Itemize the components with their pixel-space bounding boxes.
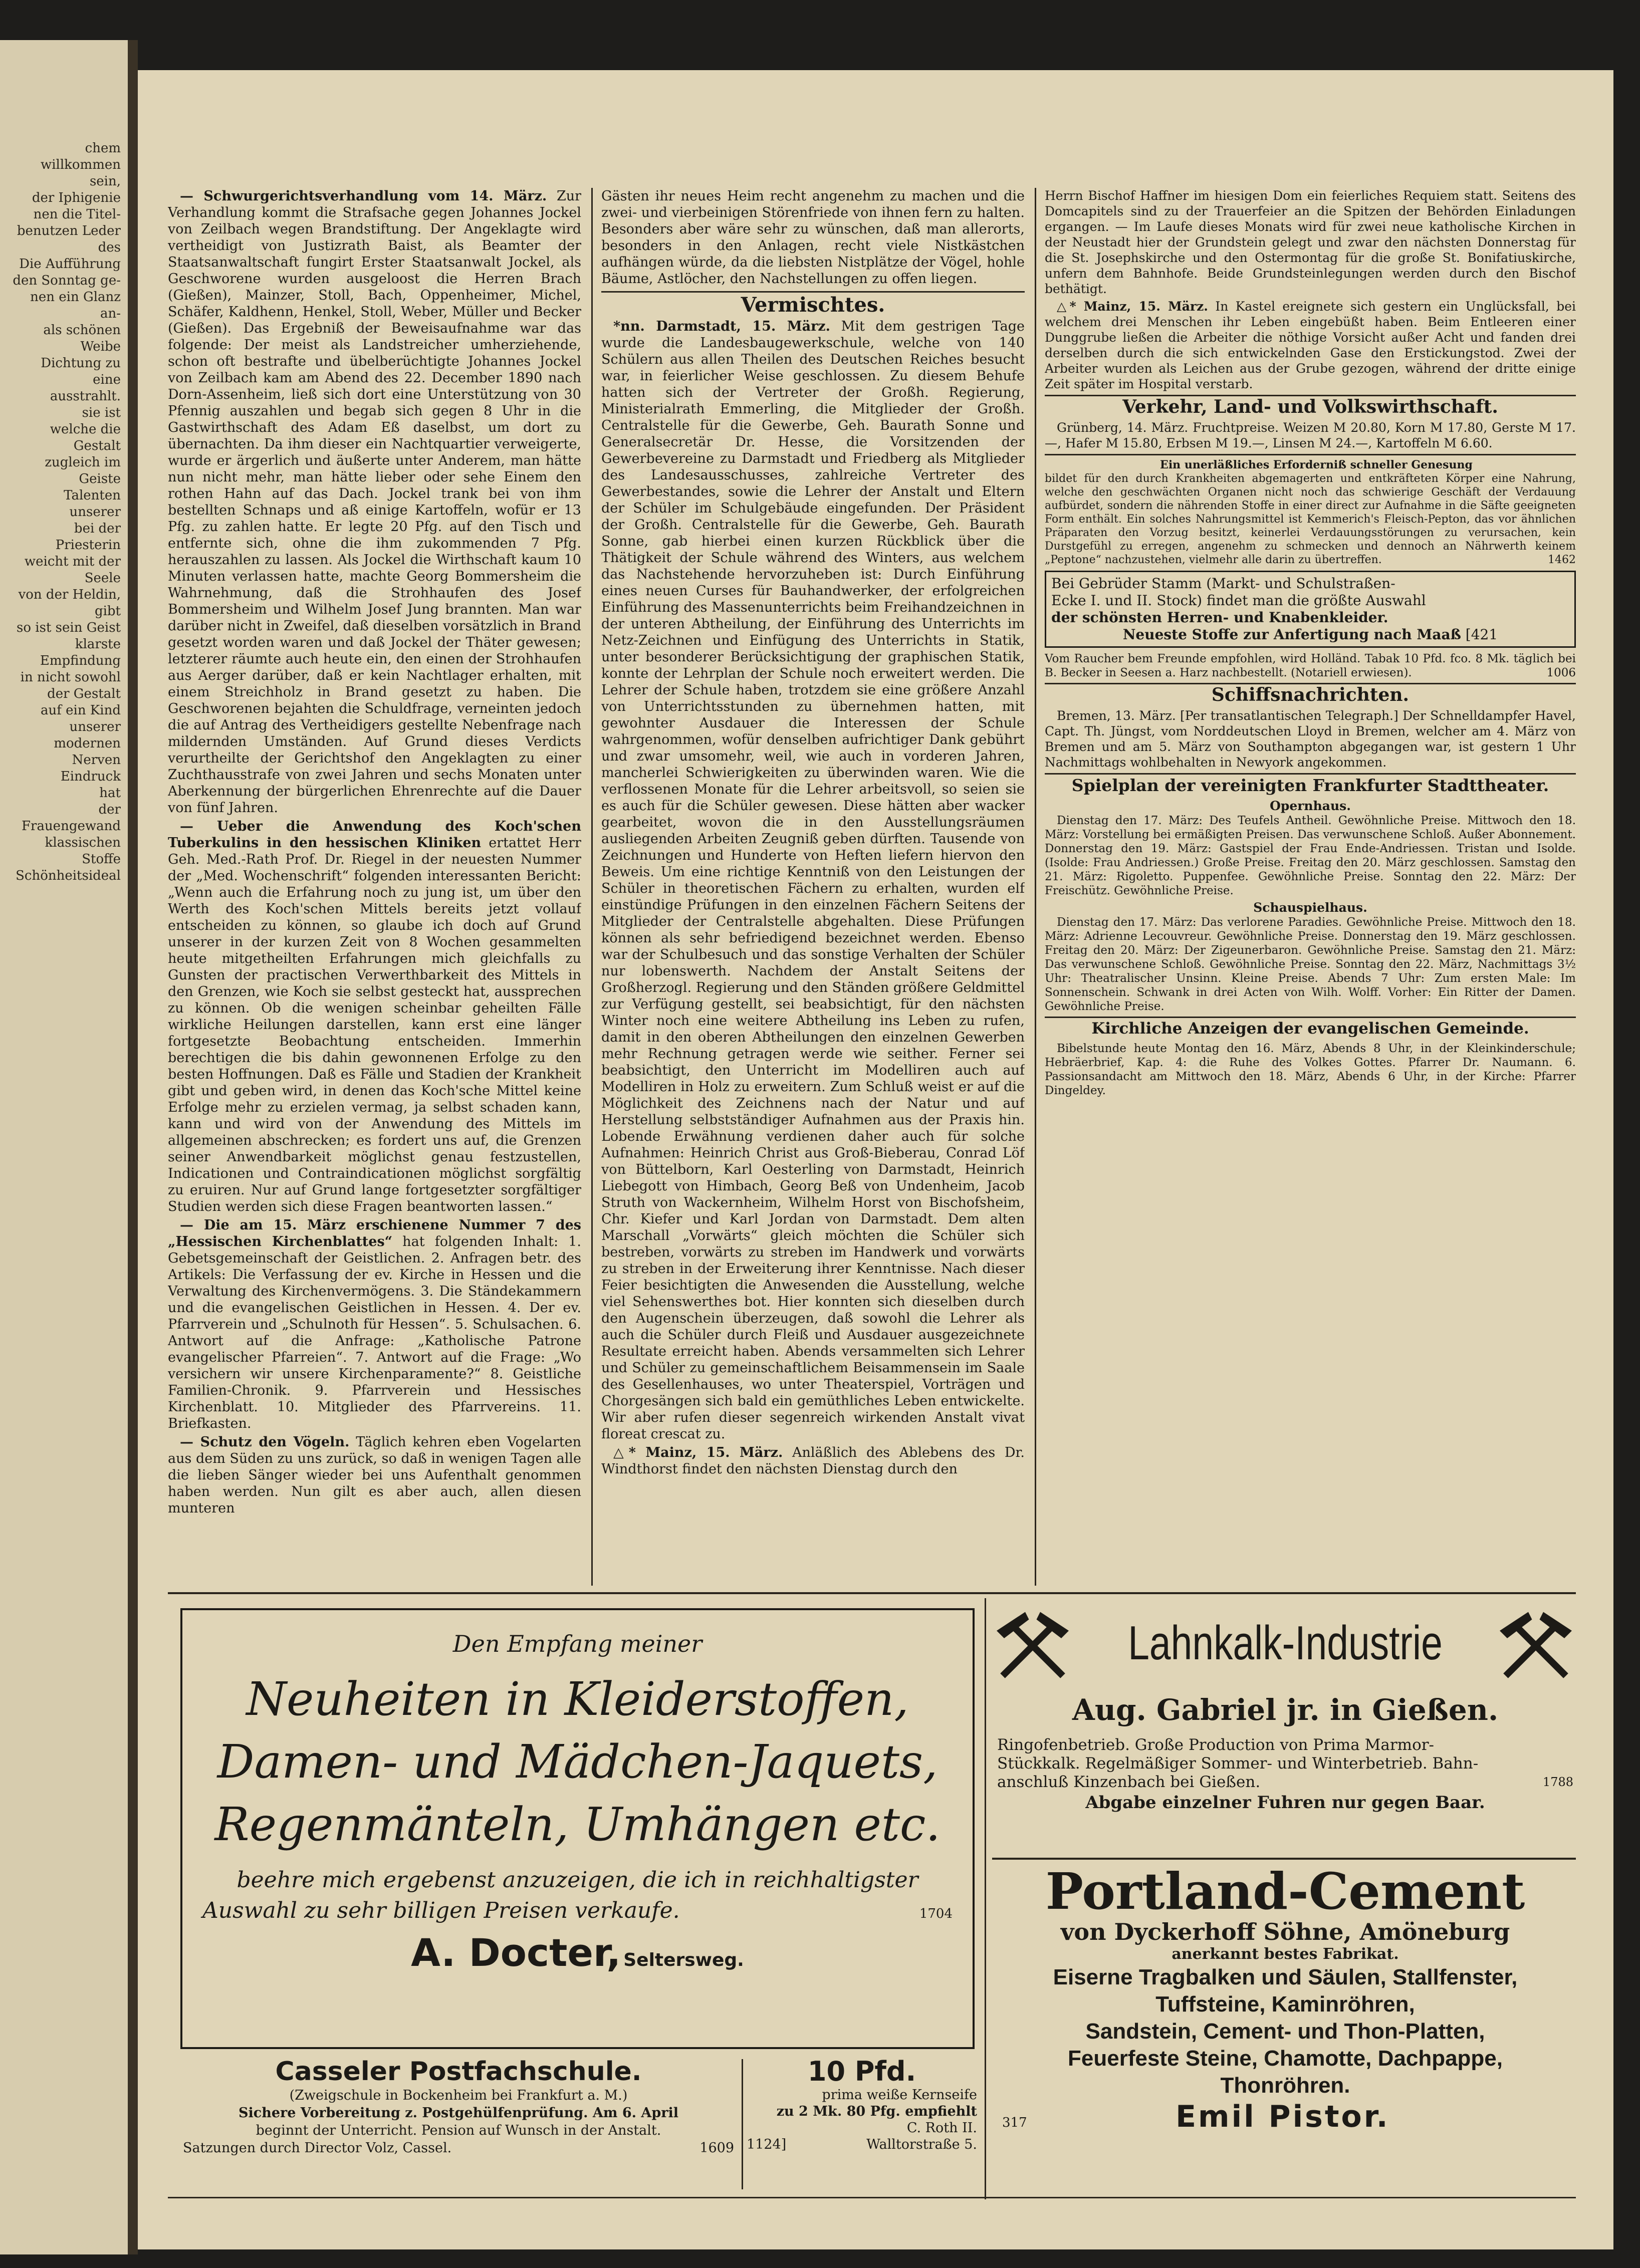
ad-cement-name: Emil Pistor.: [1176, 2099, 1390, 2134]
ad-line: der schönsten Herren- und Knabenkleider.: [1051, 609, 1388, 626]
article-text: Anläßlich des Ablebens des Dr. Windthorst findet den nächsten Dienstag durch den: [601, 1445, 1025, 1477]
ad-line: (Zweigschule in Bockenheim bei Frankfurt a. M.): [289, 2088, 628, 2103]
ad-line: von Dyckerhoff Söhne, Amöneburg: [1060, 1918, 1510, 1945]
ad-line: beginnt der Unterricht. Pension auf Wunsch in der Anstalt.: [256, 2123, 661, 2138]
newspaper-page: [138, 70, 1613, 2249]
ad-number: 1788: [1542, 1775, 1573, 1789]
ad-docter: [180, 1608, 975, 2049]
article-head: *nn. Darmstadt, 15. März.: [613, 319, 831, 334]
section-heading-schiff: Schiffsnachrichten.: [1211, 684, 1410, 705]
article-fruchtpreise: Grünberg, 14. März. Fruchtpreise. Weizen M 20.80, Korn M 17.80, Gerste M 17.—, Hafer M 15.80, Erbsen M 19.—, Linsen M 24.—, Kartoffeln M 6.60.: [1045, 420, 1576, 450]
article-head: △* Mainz, 15. März.: [613, 1445, 783, 1460]
ad-portland-cement: [992, 1864, 1578, 2199]
ad-docter-line4: Regenmänteln, Umhängen etc.: [214, 1798, 941, 1851]
ad-line: Tuffsteine, Kaminröhren,: [1155, 1992, 1415, 2017]
ad-docter-name-row: [202, 1930, 953, 1975]
previous-page-text: chem willkommen sein, der Iphigenie nen die Titel- benutzen Leder des Die Aufführung den Sonntag ge- nen ein Glanz an- als schönen Weibe Dichtung zu eine ausstrahlt. sie ist welche die Gestalt zugleich im Geiste Talenten unserer bei der Priesterin weicht mit der Seele von der Heldin, gibt so ist sein Geist klarste Empfindung in nicht sowohl der Gestalt auf ein Kind unserer modernen Nerven Eindruck hat der Frauengewand klassischen Stoffe Schönheitsideal: [13, 141, 121, 883]
article-mainz-kastel: [1045, 299, 1576, 392]
ad-line: Bei Gebrüder Stamm (Markt- und Schulstraßen-: [1051, 575, 1395, 592]
ad-line: Ringofenbetrieb. Große Production von Prima Marmor-: [997, 1736, 1435, 1754]
section-rule: [1045, 1017, 1576, 1018]
ad-line: Neueste Stoffe zur Anfertigung nach Maaß: [1122, 626, 1461, 643]
ad-docter-street: Seltersweg.: [623, 1950, 744, 1970]
previous-page-edge: [0, 40, 128, 2254]
section-rule: [1045, 773, 1576, 775]
ad-line: anschluß Kinzenbach bei Gießen.: [997, 1773, 1261, 1791]
column-divider: [591, 188, 593, 1586]
ad-fleisch-pepton: [1045, 458, 1576, 567]
ad-text: bildet für den durch Krankheiten abgemagerten und entkräfteten Körper eine Nahrung, welche den geschwächten Organen nicht noch das schwierige Geschäft der Verdauung aufbürdet, sondern die nährenden Stoffe in einer direct zur Aufnahme in die Säfte geeigneten Form enthält. Ein solches Nahrungsmittel ist Kemmerich's Fleisch-Pepton, das vor ähnlichen Präparaten den Vorzug besitzt, keinerlei Verdauungsstörungen zu verursachen, kein Durstgefühl zu erregen, angenehm zu schmecken und dennoch an Nährwerth keinem „Peptone“ nachzustehen, vielmehr alle darin zu übertreffen.: [1045, 472, 1576, 566]
article-schwurgericht: [168, 188, 581, 816]
section-rule: [601, 291, 1025, 293]
ad-seife-title: 10 Pfd.: [807, 2056, 916, 2087]
ad-number: [421: [1465, 626, 1498, 643]
ad-docter-line5: beehre mich ergebenst anzuzeigen, die ich in reichhaltigster: [237, 1867, 918, 1893]
article-mainz-windthorst: [601, 1444, 1025, 1477]
ad-line: Eiserne Tragbalken und Säulen, Stallfenster,: [1053, 1965, 1518, 1989]
ad-docter-line6: Auswahl zu sehr billigen Preisen verkaufe.: [202, 1898, 680, 1923]
ad-line-row: [747, 2136, 977, 2153]
ads-top-rule: [168, 1592, 1576, 1594]
subheading-opernhaus: Opernhaus.: [1270, 799, 1351, 813]
ad-number: 1704: [919, 1906, 953, 1921]
section-heading-verkehr: Verkehr, Land- und Volkswirthschaft.: [1122, 396, 1498, 417]
ad-postfachschule: [183, 2057, 734, 2187]
article-head: — Ueber die Anwendung des Koch'schen Tuberkulins in den hessischen Kliniken: [168, 819, 581, 851]
ad-head: Ein unerläßliches Erforderniß schneller Genesung: [1160, 458, 1473, 471]
ad-docter-line3: Damen- und Mädchen-Jaquets,: [217, 1735, 938, 1789]
ad-number: 1462: [1548, 554, 1576, 566]
article-text: Täglich kehren eben Vogelarten aus dem Süden zu uns zurück, so daß in wenigen Tagen alle die lieben Sänger wieder bei uns Aufenthalt genommen haben werden. Nun gilt es aber auch, allen diesen munteren: [168, 1434, 581, 1516]
article-kirchlich: Bibelstunde heute Montag den 16. März, Abends 8 Uhr, in der Kleinkinderschule; Hebräerbrief, Kap. 4: die Ruhe des Volkes Gottes. Pfarrer Dr. Naumann. 6. Passionsandacht am Mittwoch den 18. März, Abends 6 Uhr, in der Kirche: Pfarrer Dingeldey.: [1045, 1042, 1576, 1097]
article-head: △* Mainz, 15. März.: [1057, 299, 1209, 314]
column-2: [601, 188, 1025, 1586]
ad-docter-line2: Neuheiten in Kleiderstoffen,: [246, 1672, 909, 1726]
section-heading-spielplan: Spielplan der vereinigten Frankfurter Stadttheater.: [1071, 776, 1549, 795]
ad-lahnkalk: [992, 1603, 1578, 1854]
article-voegel-cont: Gästen ihr neues Heim recht angenehm zu machen und die zwei- und vierbeinigen Störenfriede von ihnen fern zu halten. Besonders aber wäre sehr zu wünschen, daß man allerorts, besonders in den Anlagen, recht viele Nistkästchen aufhängen würde, da die liebsten Nistplätze der Vögel, hohle Bäume, Astlöcher, den Nachstellungen zu offen liegen.: [601, 188, 1025, 287]
ad-docter-name: A. Docter,: [411, 1930, 621, 1975]
article-head: — Die am 15. März erschienene Nummer 7 des „Hessischen Kirchenblattes“: [168, 1217, 581, 1249]
ad-docter-line1: Den Empfang meiner: [452, 1630, 702, 1657]
article-text: ertattet Herr Geh. Med.-Rath Prof. Dr. Riegel in der neuesten Nummer der „Med. Wochenschrift“ folgenden interessanten Bericht: „Wenn auch die Erfahrung noch zu jung ist, um über den Werth des Koch'schen Mittels bereits jetzt vollauf entscheiden zu können, so glaube ich doch auf Grund unserer in der kurzen Zeit von 8 Wochen gesammelten heute mitgetheilten Erfahrungen mich gleichfalls zu Gunsten der practischen Verwerthbarkeit des Mittels in den Grenzen, wie Koch sie selbst gesteckt hat, aussprechen zu können. Ob die wenigen scheinbar geheilten Fälle wirkliche Heilungen darstellen, kann erst eine länger fortgesetzte Beobachtung entscheiden. Immerhin berechtigen die bis dahin gewonnenen Erfolge zu den besten Hoffnungen. Daß es Fälle und Stadien der Krankheit gibt und geben wird, in denen das Koch'sche Mittel keine Erfolge mehr zu erzielen vermag, ja selbst schaden kann, kann und wird von der Anwendung des Mittels im allgemeinen abschrecken; es fordert uns auf, die Grenzen seiner Anwendbarkeit möglichst genau festzustellen, Indicationen und Contraindicationen möglichst sorgfältig zu eruiren. Nur auf Grund lange fortgesetzter sorgfältiger Studien werden sich diese Fragen beantworten lassen.“: [168, 835, 581, 1214]
subheading-schauspielhaus: Schauspielhaus.: [1253, 900, 1367, 915]
ad-line: prima weiße Kernseife: [822, 2087, 977, 2103]
ad-line: Feuerfeste Steine, Chamotte, Dachpappe,: [1068, 2046, 1503, 2071]
page-bottom-rule: [168, 2197, 1576, 2198]
ad-lahnkalk-body: [997, 1736, 1573, 1812]
ad-line: anerkannt bestes Fabrikat.: [1172, 1945, 1399, 1963]
article-text: In Kastel ereignete sich gestern ein Unglücksfall, bei welchem drei Menschen ihr Leben eingebüßt haben. Beim Entleeren einer Dunggrube ließen die Arbeiter die nöthige Vorsicht außer Acht und fanden drei derselben durch die sich entwickelnden Gase den Erstickungstod. Zwei der Arbeiter wurden als Leichen aus der Grube gezogen, während der dritte einige Zeit später im Hospital verstarb.: [1045, 299, 1576, 391]
hammer-pick-icon-left: [995, 1608, 1070, 1683]
article-schauspielhaus: Dienstag den 17. März: Das verlorene Paradies. Gewöhnliche Preise. Mittwoch den 18. März: Adrienne Lecouvreur. Gewöhnliche Preise. Donnerstag den 19. März geschlossen. Freitag den 20. März: Der Zigeunerbaron. Gewöhnliche Preise. Samstag den 21. März: Das verwunschene Schloß. Gewöhnliche Preise. Sonntag den 22. März, Nachmittags 3½ Uhr: Theatralischer Unsinn. Kleine Preise. Abends 7 Uhr: Zum ersten Male: Im Sonnenschein. Schwank in drei Acten von Wilh. Wolff. Vorher: Ein Ritter der Damen. Gewöhnliche Preise.: [1045, 916, 1576, 1013]
ad-lahnkalk-subtitle: Aug. Gabriel jr. in Gießen.: [1072, 1693, 1499, 1727]
ads-vertical-divider: [985, 1598, 986, 2199]
ad-line: Sandstein, Cement- und Thon-Platten,: [1085, 2019, 1485, 2044]
article-kirchenblatt: [168, 1217, 581, 1432]
article-requiem: Herrn Bischof Haffner im hiesigen Dom ein feierliches Requiem statt. Seitens des Domcapitels sind zu der Trauerfeier an die Spitzen der Behörden Einladungen ergangen. — Im Laufe dieses Monats wird für zwei neue katholische Kirchen in der Neustadt hier der Grundstein gelegt und zwar den nächsten Donnerstag für die St. Josephskirche und den Ostermontag für die große St. Bonifatiuskirche, unfern dem Bahnhofe. Beide Grundsteinlegungen werden durch den Bischof bethätigt.: [1045, 188, 1576, 296]
ad-line-row: [997, 1773, 1573, 1792]
ad-postfach-title: Casseler Postfachschule.: [275, 2057, 642, 2087]
article-darmstadt: [601, 318, 1025, 1442]
ad-line: zu 2 Mk. 80 Pfg. empfiehlt: [776, 2104, 977, 2119]
ad-divider: [992, 1858, 1576, 1860]
article-tuberkulin: [168, 818, 581, 1215]
article-text: Mit dem gestrigen Tage wurde die Landesbaugewerkschule, welche von 140 Schülern aus allen Theilen des Deutschen Reiches besucht war, in feierlicher Weise geschlossen. Zu diesem Behufe hatten sich der Vertreter der Großh. Regierung, Ministerialrath Emmerling, die Mitglieder der Großh. Centralstelle für die Gewerbe, Geh. Baurath Sonne und Generalsecretär Dr. Hesse, die Vorsitzenden der Gewerbevereine zu Darmstadt und Friedberg als Mitglieder des Landesausschusses, zahlreiche Vertreter des Gewerbestandes, sowie die Lehrer der Anstalt und Eltern der Schüler im Schulgebäude eingefunden. Der Präsident der Großh. Centralstelle für die Gewerbe, Geh. Baurath Sonne, gab hierbei einen kurzen Rückblick über die Thätigkeit der Schule während des Winters, aus welchem das Nachstehende hervorzuheben ist: Durch Einführung eines neuen Curses für Bauhandwerker, der erfolgreichen Einführung des Massenunterrichts beim Freihandzeichnen in der unteren Abtheilung, der Einführung des Unterrichts im Netz-Zeichnen und Einfügung des Unterrichts in Statik, unter besonderer Berücksichtigung der graphischen Statik, konnte der Lehrplan der Schule noch erweitert werden. Die Lehrer der Schule haben, trotzdem sie eine größere Anzahl von Unterrichtsstunden zu übernehmen hatten, mit gewohnter Ausdauer die Interessen der Schule wahrgenommen, wofür denselben aufrichtiger Dank gebührt und zwar umsomehr, weil, wie auch in vorderen Jahren, mancherlei Schwierigkeiten zu überwinden waren. Wie die verflossenen Monate für die Lehrer arbeitsvoll, so seien sie es auch für die Schüler gewesen. Diese hätten aber wacker gearbeitet, wovon die in den Ausstellungsräumen ausliegenden Arbeiten Zeugniß geben dürften. Tausende von Zeichnungen und Hunderte von Heften liefern hiervon den Beweis. Um eine richtige Kenntniß von den Leistungen der Schüler in theoretischen Fächern zu erhalten, wurden elf einstündige Prüfungen in den einzelnen Fächern Seitens der Mitglieder der Centralstelle abgehalten. Diese Prüfungen können als sehr befriedigend bezeichnet werden. Ebenso war der Schulbesuch und das sonstige Verhalten der Schüler nur lobenswerth. Nachdem der Anstalt Seitens der Großherzogl. Regierung und den Ständen größere Geldmittel zur Verfügung gestellt, sei beabsichtigt, für den nächsten Winter noch eine weitere Abtheilung ins Leben zu rufen, damit in den oberen Abtheilungen den einzelnen Gewerben mehr Rechnung getragen werde wie seither. Ferner sei beabsichtigt, den Unterricht im Modelliren auch auf Modelliren in Holz zu erweitern. Zum Schluß weist er auf die Möglichkeit des Zeichnens nach der Natur und auf Herstellung selbstständiger Aufnahmen aus der Praxis hin. Lobende Erwähnung verdienen daher auch für solche Aufnahmen: Heinrich Christ aus Groß-Bieberau, Conrad Löf von Büttelborn, Karl Oesterling von Darmstadt, Heinrich Liebegott von Himbach, Georg Beß von Undenheim, Jacob Struth von Wackernheim, Wilhelm Horst von Bischofsheim, Chr. Kiefer und Karl Jordan von Darmstadt. Dem alten Marschall „Vorwärts“ gleich möchten die Schüler sich bestreben, vorwärts zu streben im Handwerk und vorwärts zu streben in der Erweiterung ihrer Kenntnisse. Nach dieser Feier besichtigten die Anwesenden die Ausstellung, welche viel Sehenswerthes bot. Hier konnten sich dieselben durch den Augenschein überzeugen, daß sowohl die Lehrer als auch die Schüler durch Fleiß und Ausdauer ausgezeichnete Resultate erreicht haben. Abends versammelten sich Lehrer und Schüler zu gemeinschaftlichem Beisammensein im Saale des Gesellenhauses, wo unter Theaterspiel, Vorträgen und Chorgesängen sich bald ein gemüthliches Leben entwickelte. Wir aber rufen dieser segenreich wirkenden Anstalt vivat floreat crescat zu.: [601, 319, 1025, 1442]
ad-line: Thonröhren.: [1220, 2073, 1350, 2098]
ad-line-row: [183, 2139, 734, 2157]
section-heading-vermischtes: Vermischtes.: [741, 293, 885, 317]
ad-number: 1609: [699, 2140, 734, 2156]
ad-line: Satzungen durch Director Volz, Cassel.: [183, 2140, 452, 2156]
ad-line: Sichere Vorbereitung z. Postgehülfenprüfung. Am 6. April: [239, 2105, 678, 2121]
ad-number: 1124]: [747, 2137, 787, 2152]
ad-text: Vom Raucher bem Freunde empfohlen, wird Holländ. Tabak 10 Pfd. fco. 8 Mk. täglich bei B. Becker in Seesen a. Harz nachbestellt. (Notariell erwiesen).: [1045, 652, 1576, 679]
hammer-pick-icon-right: [1498, 1608, 1573, 1683]
ad-gebrueder-stamm: [1045, 571, 1576, 648]
book-gutter: [128, 40, 138, 2254]
ad-lahnkalk-title: Lahnkalk-Industrie: [1128, 1616, 1443, 1670]
ad-cement-name-row: [992, 2099, 1578, 2134]
article-schiff: Bremen, 13. März. [Per transatlantischen Telegraph.] Der Schnelldampfer Havel, Capt. Th. Jüngst, vom Norddeutschen Lloyd in Bremen, welcher am 4. März von Bremen und am 5. März von Southampton abgegangen war, ist gestern 1 Uhr Nachmittags wohlbehalten in Newyork angekommen.: [1045, 708, 1576, 770]
column-divider: [1035, 188, 1036, 1586]
ad-line: Abgabe einzelner Fuhren nur gegen Baar.: [1085, 1793, 1485, 1813]
section-rule: [1045, 683, 1576, 684]
ad-docter-row: [202, 1898, 953, 1923]
article-voegel: [168, 1434, 581, 1517]
ad-line: C. Roth II.: [906, 2120, 977, 2136]
ad-number: 317: [1002, 2115, 1027, 2130]
article-text: Zur Verhandlung kommt die Strafsache gegen Johannes Jockel von Zeilbach wegen Brandstiftung. Der Angeklagte wird vertheidigt von Justizrath Baist, als Beamter der Staatsanwaltschaft fungirt Erster Staatsanwalt Jockel, als Geschworene wurden ausgeloost die Herren Brach (Gießen), Mainzer, Stoll, Bach, Oppenheimer, Michel, Schäfer, Kaldhenn, Henkel, Stoll, Weber, Müller und Becker (Gießen). Das Ergebniß der Beweisaufnahme war das folgende: Der meist als Landstreicher umherziehende, schon oft bestrafte und übelberüchtigte Johannes Jockel von Zeilbach kam am Abend des 22. December 1890 nach Dorn-Assenheim, ließ sich dort eine Unterstützung von 30 Pfennig auszahlen und begab sich gegen 8 Uhr in die Gastwirthschaft des Adam Eß daselbst, um dort zu übernachten. Da ihm dieser ein Nachtquartier verweigerte, wurde er ärgerlich und äußerte unter Anderem, man hätte nun nicht mehr, man hätte lieber oder sehe Einem den rothen Hahn auf das Dach. Jockel trank bei von ihm bestellten Schnaps und aß einige Kartoffeln, wofür er 13 Pfg. zu zahlen hatte. Er legte 20 Pfg. auf den Tisch und entfernte sich, ohne die ihm zukommenden 7 Pfg. herauszahlen zu lassen. Als Jockel die Wirthschaft kaum 10 Minuten verlassen hatte, machte Georg Bommersheim die Wahrnehmung, daß die Strohhaufen des Josef Bommersheim und Wilhelm Josef Jung brannten. Man war darüber nicht in Zweifel, daß dieselben vorsätzlich in Brand gesetzt worden waren und daß Jockel der Thäter gewesen; letzterer räumte auch heute ein, den einen der Strohhaufen aus Aerger darüber, daß er kein Nachtlager erhalten, mit einem Streichholz in Brand gesetzt zu haben. Die Geschworenen bejahten die Schuldfrage, verneinten jedoch die auf Antrag des Vertheidigers gestellte Nebenfrage nach mildernden Umständen. Auf Grund dieses Verdicts verurtheilte der Gerichtshof den Angeklagten zu einer Zuchthausstrafe von zwei Jahren und sechs Monaten unter Aberkennung der bürgerlichen Ehrenrechte auf die Dauer von fünf Jahren.: [168, 188, 581, 816]
ad-line: Walltorstraße 5.: [866, 2137, 977, 2152]
ad-divider: [742, 2059, 743, 2189]
article-head: — Schutz den Vögeln.: [180, 1434, 350, 1450]
ad-number: 1006: [1546, 666, 1576, 679]
article-opernhaus: Dienstag den 17. März: Des Teufels Antheil. Gewöhnliche Preise. Mittwoch den 18. März: Vorstellung bei ermäßigten Preisen. Das verwunschene Schloß. Außer Abonnement. Donnerstag den 19. März: Gastspiel der Frau Ende-Andriessen. Tristan und Isolde. (Isolde: Frau Andriessen.) Große Preise. Freitag den 20. März geschlossen. Samstag den 21. März: Rigoletto. Puppenfee. Gewöhnliche Preise. Sonntag den 22. März: Der Freischütz. Gewöhnliche Preise.: [1045, 814, 1576, 897]
section-rule: [1045, 395, 1576, 396]
section-rule: [1045, 454, 1576, 455]
ad-line: Stückkalk. Regelmäßiger Sommer- und Winterbetrieb. Bahn-: [997, 1754, 1479, 1773]
ad-line-row: [1051, 626, 1569, 643]
article-head: — Schwurgerichtsverhandlung vom 14. März.: [180, 188, 547, 204]
ad-tabak: [1045, 652, 1576, 680]
ad-kernseife: [747, 2057, 977, 2187]
ad-line: Ecke I. und II. Stock) findet man die größte Auswahl: [1051, 592, 1426, 609]
ad-cement-title: Portland-Cement: [1045, 1862, 1525, 1921]
section-heading-kirchlich: Kirchliche Anzeigen der evangelischen Gemeinde.: [1091, 1020, 1529, 1038]
column-3: [1045, 188, 1576, 1586]
article-text: hat folgenden Inhalt: 1. Gebetsgemeinschaft der Geistlichen. 2. Anfragen betr. des Artikels: Die Verfassung der ev. Kirche in Hessen und die Verwaltung des Kirchenvermögens. 3. Die Ständekammern und die evangelischen Geistlichen in Hessen. 4. Der ev. Pfarrverein und „Schulnoth für Hessen“. 5. Schulsachen. 6. Antwort auf die Anfrage: „Katholische Patrone evangelischer Pfarreien“. 7. Antwort auf die Frage: „Wo versichern wir unsere Kirchenparamente?“ 8. Geistliche Familien-Chronik. 9. Pfarrverein und Hessisches Kirchenblatt. 10. Mitglieder des Pfarrvereins. 11. Briefkasten.: [168, 1234, 581, 1431]
column-1: [168, 188, 581, 1586]
